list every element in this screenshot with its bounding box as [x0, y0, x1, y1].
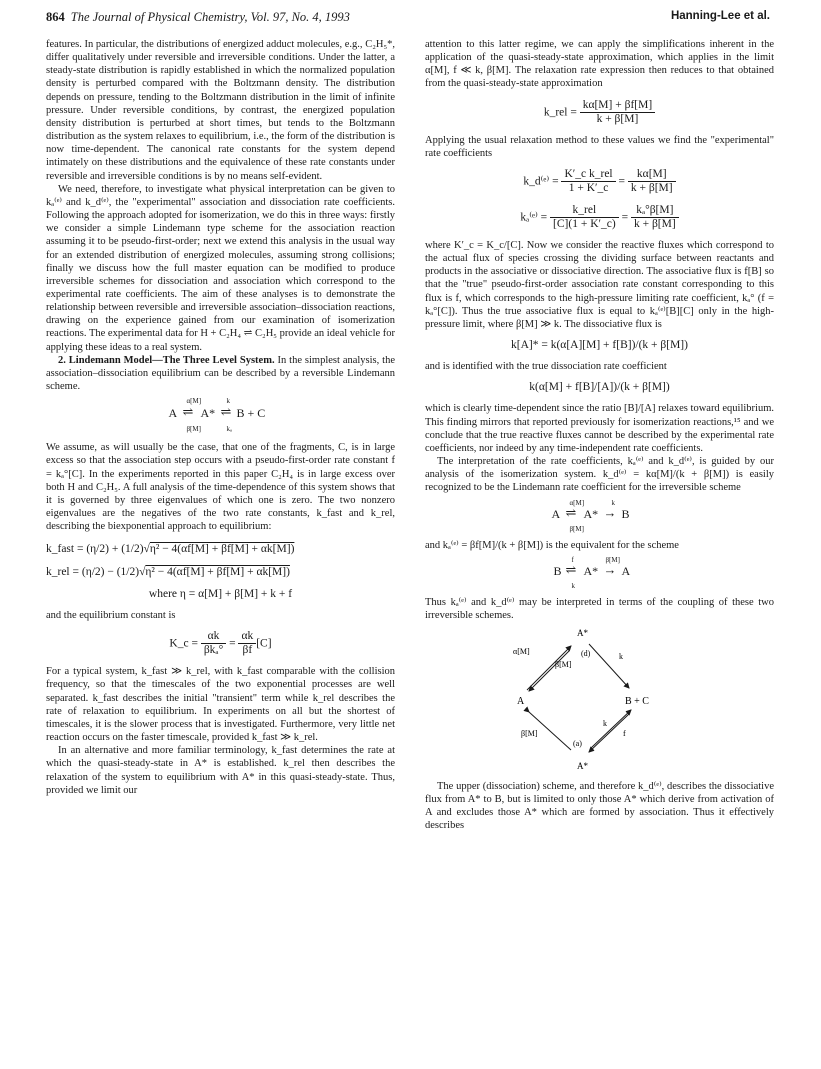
section-heading: 2. Lindemann Model—The Three Level System. [58, 354, 275, 366]
paragraph: Applying the usual relaxation method to these values we find the "experimental" rate coefficients [425, 134, 774, 160]
denominator: k + β[M] [633, 217, 676, 230]
label-d: (d) [581, 649, 591, 658]
journal-title: The Journal of Physical Chemistry, Vol. 97, No. 4, 1993 [70, 10, 350, 24]
edge-deactivation [529, 651, 569, 691]
paragraph: and is identified with the true dissociation rate coefficient [425, 361, 667, 373]
equilibrium-arrow: ⇌ [565, 561, 577, 577]
paragraph: attention to this latter regime, we can apply the simplifications inherent in the application of the quasi-steady-state approximation, which applies in the limit α[M], f ≪ k, β[M]. The relaxation rate expression then reduces to that obtained from the quasi-steady-state approximation [425, 39, 774, 90]
equation-radicand: η² − 4(αf[M] + βf[M] + αk[M]) [145, 566, 290, 579]
species-B: B [621, 506, 630, 521]
equation-lhs: K_c = [169, 637, 198, 650]
fraction [631, 204, 679, 231]
equation-tail: [C] [256, 637, 272, 650]
numerator: αk [238, 630, 256, 644]
fraction [238, 630, 256, 657]
paragraph: features. In particular, the distributions of energized adduct molecules, e.g., C₂H₅*, differ qualitatively under reversible and irreversible conditions. Under the latter, a steady-state distribution is rapidly established in which the normalized population density is perturbed compared with the Boltzmann density. The distribution depends on pressure, tending to the Boltzmann distribution in the limit of infinite pressure. Under reversible conditions, by contrast, the energized population density distribution is perturbed at short times, but tends to the Boltzmann distribution as the system relaxes to equilibrium, i.e., the form of the distribution is now time-dependent. The canonical rate constants for the system depend intimately on these distributions and the equivalence of these rate constants under reversible and irreversible conditions is by no means self-evident. [46, 39, 395, 182]
denominator: βf [242, 644, 253, 657]
running-authors: Hanning-Lee et al. [670, 10, 770, 22]
equation-krel [46, 566, 395, 579]
paragraph: where K′_c = K_c/[C]. Now we consider the reactive fluxes which correspond to the actual flux of species crossing the dividing surface between reactants and products in the associative or dissociative direction. The associative flux is f[B] so that the "true" pseudo-first-order association rate constant corresponding to this flux is f, which corresponds to the high-pressure limiting rate coefficient, kₐ° (f = kₐ°[C]). Thus the true associative flux is equal to kₐ⁽ᵉ⁾[B][C] only in the high-pressure limit, where β[M] ≫ k. The dissociative flux is [425, 239, 774, 330]
fraction [580, 99, 655, 126]
right-column [425, 38, 774, 833]
diamond-diagram [425, 624, 774, 774]
paragraph: In an alternative and more familiar terminology, k_fast determines the rate at which the quasi-steady-state in A* is established. k_rel then describes the relaxation of the system to equilibrium with A* in this quasi-steady-state. Thus, provided we limit our [46, 745, 395, 796]
fraction [561, 168, 615, 195]
rate-label-alpha: α[M] [569, 498, 585, 507]
numerator: kα[M] + βf[M] [580, 99, 655, 113]
node-right: B + C [625, 696, 649, 707]
irreversible-association-scheme [540, 554, 660, 594]
numerator: kₐ°β[M] [631, 204, 679, 218]
species-A: A [168, 406, 178, 421]
label-f: f [623, 729, 626, 738]
paragraph: and kₐ⁽ᵉ⁾ = βf[M]/(k + β[M]) is the equivalent for the scheme [425, 539, 679, 551]
paragraph: The upper (dissociation) scheme, and therefore k_d⁽ᵉ⁾, describes the dissociative flux from A* to B, but is limited to only those A* which derive from activation of A and excludes those A* which are formed by association. Thus it effectively describes [425, 781, 774, 832]
paragraph: We assume, as will usually be the case, that one of the fragments, C, is in large excess so that the association step occurs with a pseudo-first-order rate constant f = kₐ°[C]. In the experiments reported in this paper C₂H₄ is in large excess over both H and C₂H₅. A full analysis of the time-dependence of this system shows that it is governed by three eigenvalues of which one is zero. The two nonzero eigenvalues are the negatives of the two rate constants, k_fast and k_rel, describing the biexponential approach to equilibrium: [46, 442, 395, 533]
paragraph-text: In the simplest analysis, the association–dissociation equilibrium can be described by a reversible Lindemann scheme. [46, 354, 396, 393]
section-paragraph [46, 354, 395, 393]
fraction [628, 168, 676, 195]
species-BC: B + C [236, 406, 266, 421]
species-A: A [621, 563, 631, 578]
species-B: B [553, 563, 562, 578]
page-header [46, 10, 770, 28]
left-column [46, 38, 395, 797]
equation-lhs: k_d⁽ᵉ⁾ = [523, 175, 559, 188]
equation-radicand: η² − 4(αf[M] + βf[M] + αk[M]) [149, 543, 295, 556]
numerator: k_rel [550, 204, 619, 218]
paragraph: For a typical system, k_fast ≫ k_rel, with k_fast comparable with the collision frequency, so that the timescales of the two exponential processes are well separated. k_fast describes the initial "transient" term while k_rel describes the rate of relaxation to equilibrium. In experiments on all but the shortest of timescales, it is the slower process that is investigated. Furthermore, very little net reaction occurs on the faster timescale, provided k_fast ≫ k_rel. [46, 666, 395, 744]
equation-ka-exp: kₐ⁽ᵉ⁾ = $\frac{\text{k\_rel}}{[C](1 + K'\_c)}$ = $\frac{\text{kₐ°β[M]}}{k + \beta[M]}$ [425, 204, 774, 231]
rate-label-beta: β[M] [186, 425, 201, 434]
paragraph: which is clearly time-dependent since the ratio [B]/[A] relaxes toward equilibrium. This finding mirrors that reported previously for isomerization reactions,¹⁵ and we conclude that the true reactive fluxes cannot be described by the experimental rate coefficients, nor indeed by any time-independent rate coefficients. [425, 403, 774, 454]
rate-label-k: k [226, 397, 230, 406]
paragraph: and the equilibrium constant is [46, 609, 176, 621]
edge-dissociation [589, 644, 629, 688]
equation-lhs: k_rel = (η/2) − (1/2)√ [46, 566, 146, 579]
equation-Kc: K_c = $\frac{\alpha k}{\text{βkₐ°}}$ = $\frac{\alpha k}{\beta f}$ [C] [169, 629, 272, 657]
denominator: [C](1 + K′_c) [553, 217, 616, 230]
rate-label-k: k [571, 581, 575, 590]
page-number: 864 [46, 10, 65, 24]
species-A: A [551, 506, 561, 521]
node-bottom: A* [577, 761, 588, 771]
equation-eta: where η = α[M] + β[M] + k + f [148, 587, 293, 600]
label-beta-bottom: β[M] [521, 729, 538, 738]
equilibrium-arrow: ⇌ [220, 404, 232, 420]
node-left: A [517, 696, 525, 707]
denominator: k + β[M] [596, 112, 639, 125]
equation-dissociative-flux: k[A]* = k(α[A][M] + f[B])/(k + β[M]) [511, 338, 688, 351]
coupled-scheme-diagram [425, 624, 774, 774]
equilibrium-arrow: ⇌ [182, 404, 194, 420]
equation-krel-qss [425, 99, 774, 126]
rate-label-k: k [611, 498, 615, 507]
label-alpha: α[M] [513, 647, 530, 656]
journal-citation [46, 10, 350, 25]
paragraph: The interpretation of the rate coefficients, kₐ⁽ᵉ⁾ and k_d⁽ᵉ⁾, is guided by our analysis of the isomerization system. k_d⁽ᵉ⁾ = kα[M]/(k + β[M]) is easily recognized to be the Lindemann rate coefficient for the irreversible scheme [425, 456, 774, 494]
denominator: 1 + K′_c [568, 182, 609, 195]
equilibrium-arrow: ⇌ [565, 504, 577, 520]
denominator: βkₐ° [203, 644, 224, 657]
rate-label-beta: β[M] [605, 555, 620, 564]
irreversible-dissociation-scheme [540, 497, 660, 537]
equation-lhs: kₐ⁽ᵉ⁾ = [520, 210, 548, 223]
equation-lhs: k_fast = (η/2) + (1/2)√ [46, 543, 150, 556]
denominator: k + β[M] [630, 182, 673, 195]
label-beta-top: β[M] [555, 660, 572, 669]
node-top: A* [577, 628, 588, 638]
equation-kd-exp: k_d⁽ᵉ⁾ = $\frac{\text{K′\_c k\_rel}}{1 + K'\_c}$ = $\frac{k\alpha[M]}{k + \beta[M]}$ [425, 168, 774, 195]
paragraph: We need, therefore, to investigate what physical interpretation can be given to kₐ⁽ᵉ⁾ and k_d⁽ᵉ⁾, the "experimental" association and dissociation rate coefficients. Following the approach adopted for isomerization, we do this in three ways: firstly we consider a simple Lindemann type scheme for the association reaction assuming it to be pseudo-first-order; next we extend this analysis in the usual way for an extended distribution of energized molecules, assuming strong collisions; finally we discuss how the full master equation can be modified to produce irreversible schemes for dissociation and association which correspond to the experimental rate coefficients. The aim of these analyses is to demonstrate the relationship between reversible and irreversible association–dissociation reactions, drawing on the experience gained from our examination of isomerization reactions. The experimental data for H + C₂H₄ ⇌ C₂H₅ provide an ideal vehicle for applying these ideas to a real system. [46, 183, 396, 353]
forward-arrow: → [603, 561, 617, 577]
numerator: αk [201, 630, 226, 644]
forward-arrow: → [603, 504, 617, 520]
lindemann-scheme-reversible [141, 395, 301, 439]
rate-label-ka: kₐ [226, 425, 232, 434]
equation-lhs: k_rel = [543, 105, 577, 118]
equation-true-dissociation: k(α[M] + f[B]/[A])/(k + β[M]) [529, 381, 670, 394]
rate-label-alpha: α[M] [186, 397, 202, 406]
label-k-top: k [619, 652, 623, 661]
species-Astar: A* [583, 563, 599, 578]
numerator: K′_c k_rel [561, 168, 615, 182]
label-k-bottom: k [603, 719, 607, 728]
paragraph: Thus kₐ⁽ᵉ⁾ and k_d⁽ᵉ⁾ may be interpreted in terms of the coupling of these two irreversible schemes. [425, 596, 774, 621]
numerator: kα[M] [628, 168, 676, 182]
fraction [550, 204, 619, 231]
species-Astar: A* [200, 406, 216, 421]
rate-label-beta: β[M] [569, 524, 584, 533]
species-Astar: A* [583, 506, 599, 521]
equation-kfast [46, 543, 395, 556]
rate-label-f: f [571, 555, 574, 564]
fraction [201, 630, 226, 657]
label-a: (a) [573, 739, 582, 748]
